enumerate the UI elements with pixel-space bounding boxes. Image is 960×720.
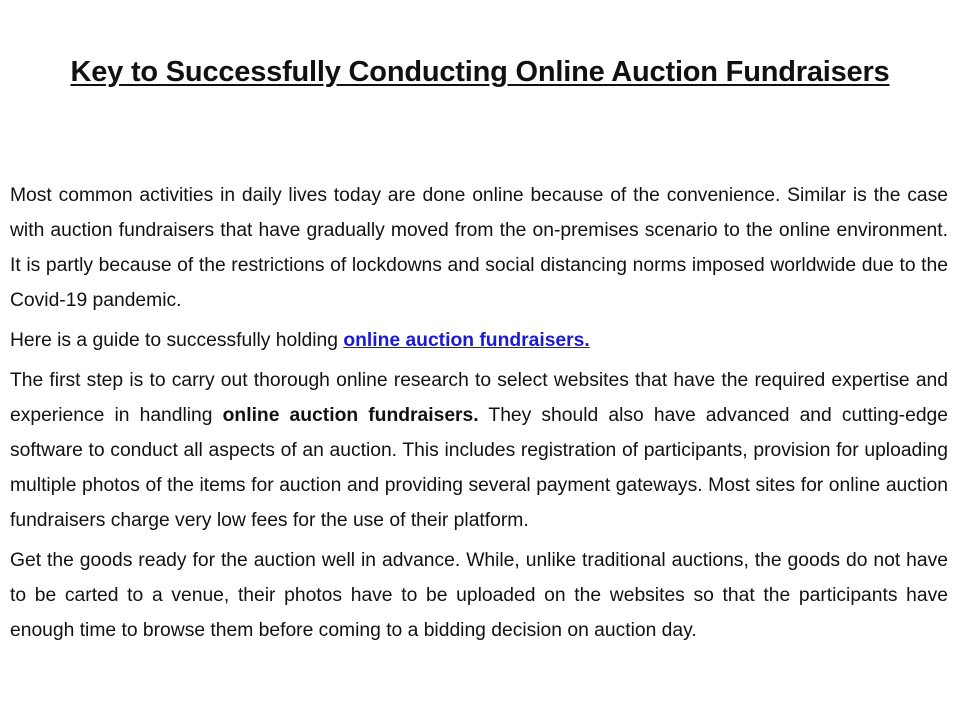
online-auction-fundraisers-link[interactable]: online auction fundraisers. xyxy=(343,330,590,351)
document-title: Key to Successfully Conducting Online Auction Fundraisers xyxy=(70,56,890,88)
paragraph-intro: Most common activities in daily lives today are done online because of the convenience. Similar is the case with auction fundraisers that have gradually moved from the on-premises scenario to the online environment. It is partly because of the restrictions of lockdowns and social distancing norms imposed worldwide due to the Covid-19 pandemic. xyxy=(10,185,948,311)
paragraph-guide xyxy=(10,323,948,358)
paragraph-goods: Get the goods ready for the auction well in advance. While, unlike traditional auctions, the goods do not have to be carted to a venue, their photos have to be uploaded on the websites so that the participants have enough time to browse them before coming to a bidding decision on auction day. xyxy=(10,550,948,641)
bold-keyword: online auction fundraisers. xyxy=(222,405,479,426)
paragraph-guide-text: Here is a guide to successfully holding xyxy=(10,330,344,351)
paragraph-first-step xyxy=(10,363,948,538)
document-body xyxy=(10,178,948,648)
paragraph-first-step-text-start: The first step is to carry out thorough online research to select websites that have the required expertise and experience in handling xyxy=(10,370,948,426)
paragraph-first-step-text-end: They should also have advanced and cutting-edge software to conduct all aspects of an auction. This includes registration of participants, provision for uploading multiple photos of the items for auction and providing several payment gateways. Most sites for online auction fundraisers charge very low fees for the use of their platform. xyxy=(10,405,948,531)
